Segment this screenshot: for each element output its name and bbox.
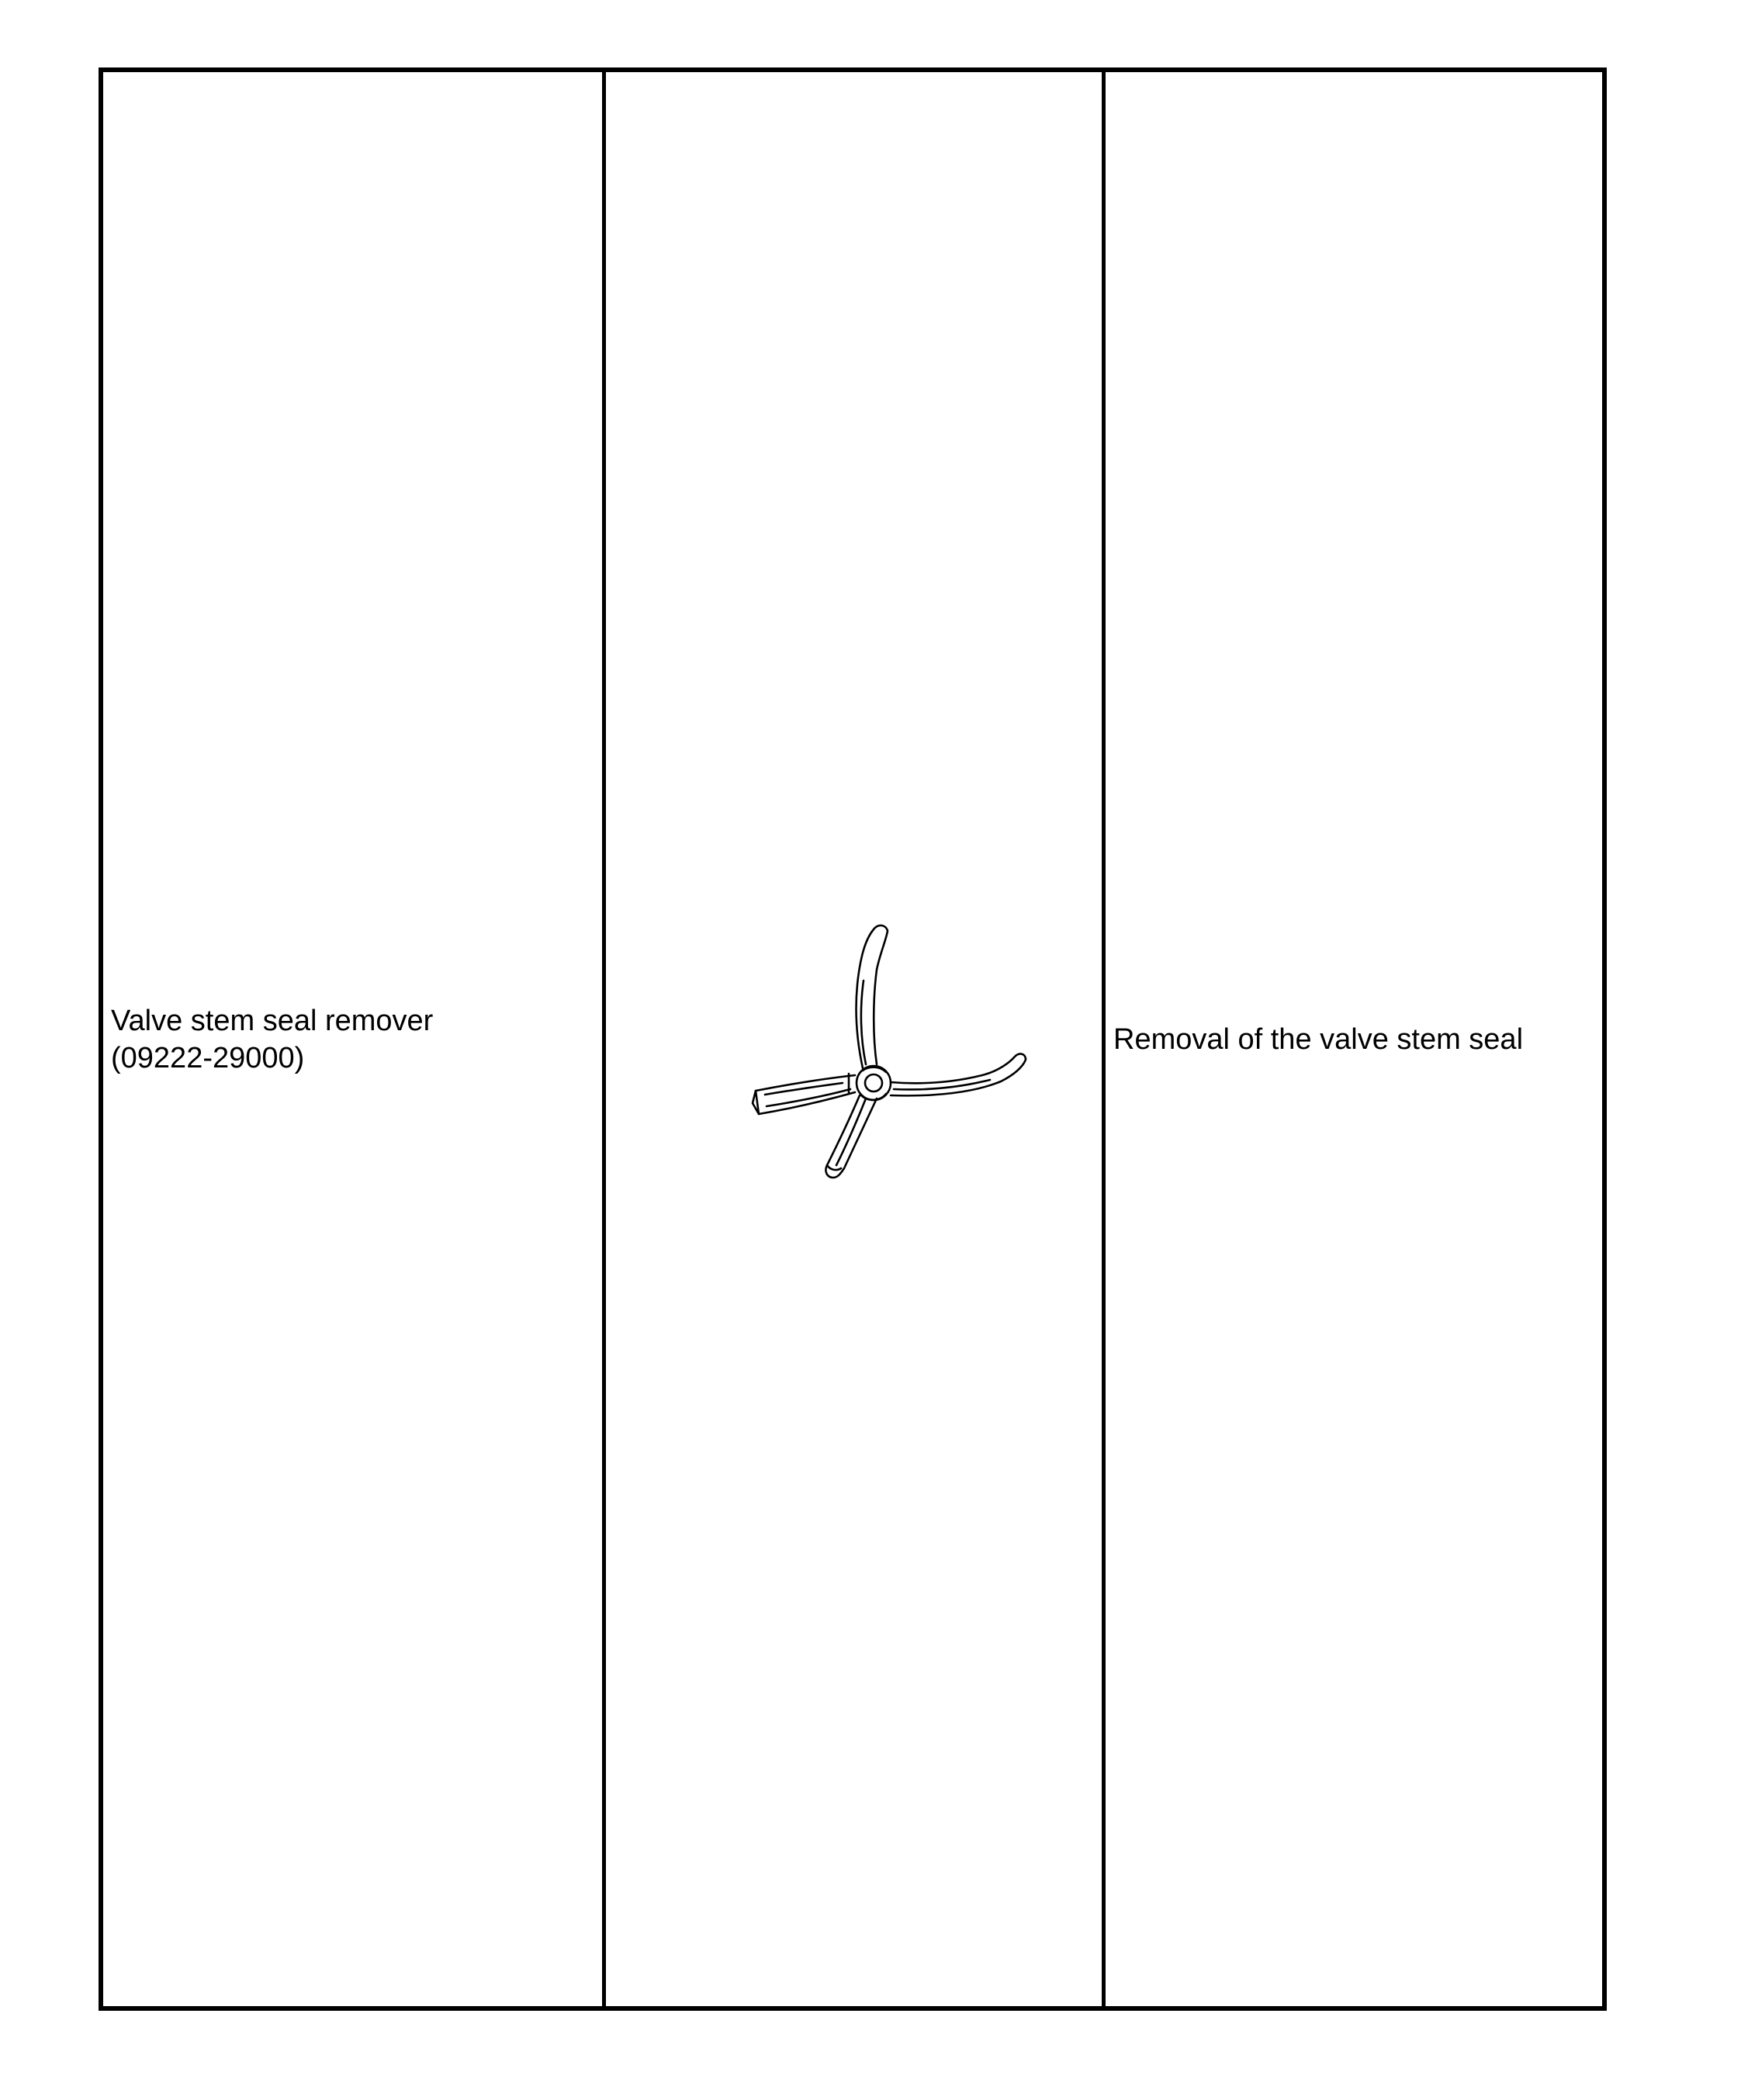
tool-name-cell — [103, 72, 606, 2006]
tool-use-cell — [1106, 72, 1602, 2006]
tool-use: Removal of the valve stem seal — [1113, 1022, 1524, 1056]
tool-name: Valve stem seal remover (09222-29000) — [111, 1004, 434, 1074]
tool-illustration-cell — [606, 72, 1106, 2006]
valve-stem-seal-remover-illustration — [711, 884, 1037, 1195]
special-tool-table — [99, 67, 1607, 2011]
